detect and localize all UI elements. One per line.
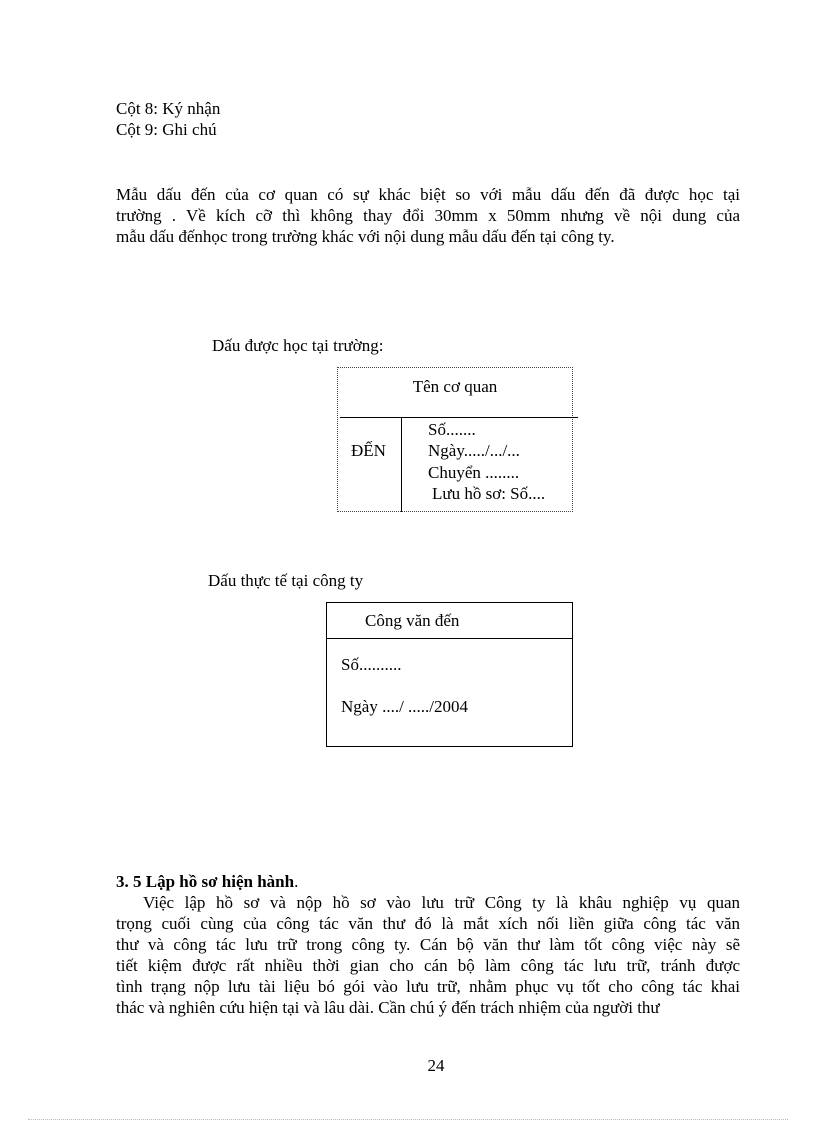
stamp-date-line: Ngày ..../ ...../2004 (341, 697, 469, 716)
company-stamp-caption: Dấu thực tế tại công ty (208, 571, 364, 590)
page-number: 24 (427, 1056, 445, 1075)
stamp-field-archive: Lưu hồ sơ: Số.... (432, 484, 546, 503)
intro-paragraph (116, 184, 740, 247)
stamp-field-transfer: Chuyển ........ (428, 463, 520, 482)
school-stamp (337, 367, 573, 512)
column-8-note: Cột 8: Ký nhận (116, 99, 221, 118)
paragraph-line: thác và nghiên cứu hiện tại và lâu dài. Cần chú ý đến trách nhiệm của người thư (116, 998, 660, 1017)
paragraph-line: trường . Về kích cỡ thì không thay đổi 30mm x 50mm nhưng về nội dung của (116, 206, 740, 225)
paragraph-line: thư và công tác lưu trữ trong công ty. Cán bộ văn thư làm tốt công việc này sẽ (116, 935, 740, 954)
paragraph-line: Việc lập hồ sơ và nộp hồ sơ vào lưu trữ Công ty là khâu nghiệp vụ quan (143, 893, 740, 912)
school-stamp-caption: Dấu được học tại trường: (212, 336, 384, 355)
stamp-org-name: Tên cơ quan (412, 377, 498, 396)
paragraph-line: mẫu dấu đếnhọc trong trường khác với nội dung mẫu dấu đến tại công ty. (116, 227, 615, 246)
stamp-divider (401, 417, 402, 512)
stamp-divider (327, 638, 572, 639)
section-heading-punct: . (294, 872, 299, 891)
section-heading-text: 3. 5 Lập hồ sơ hiện hành (116, 872, 295, 891)
stamp-field-number: Số....... (428, 420, 476, 439)
column-9-note: Cột 9: Ghi chú (116, 120, 217, 139)
paragraph-line: tiết kiệm được rất nhiều thời gian cho cán bộ làm công tác lưu trữ, tránh được (116, 956, 740, 975)
stamp-field-date: Ngày...../.../... (428, 441, 520, 460)
stamp-title: Công văn đến (365, 611, 460, 630)
paragraph-line: trọng cuối cùng của công tác văn thư đó là mắt xích nối liền giữa công tác văn (116, 914, 740, 933)
stamp-number-line: Số.......... (341, 655, 402, 674)
paragraph-line: tình trạng nộp lưu tài liệu bó gói vào lưu trữ, nhằm phục vụ tốt cho công tác khai (116, 977, 740, 996)
company-stamp (326, 602, 573, 747)
paragraph-line: Mẫu dấu đến của cơ quan có sự khác biệt so với mẫu dấu đến đã được học tại (116, 185, 740, 204)
section-heading (116, 871, 298, 892)
stamp-divider (340, 417, 578, 418)
page-bottom-border (28, 1119, 788, 1120)
section-paragraph (116, 892, 740, 1018)
stamp-den-label: ĐẾN (351, 441, 386, 460)
